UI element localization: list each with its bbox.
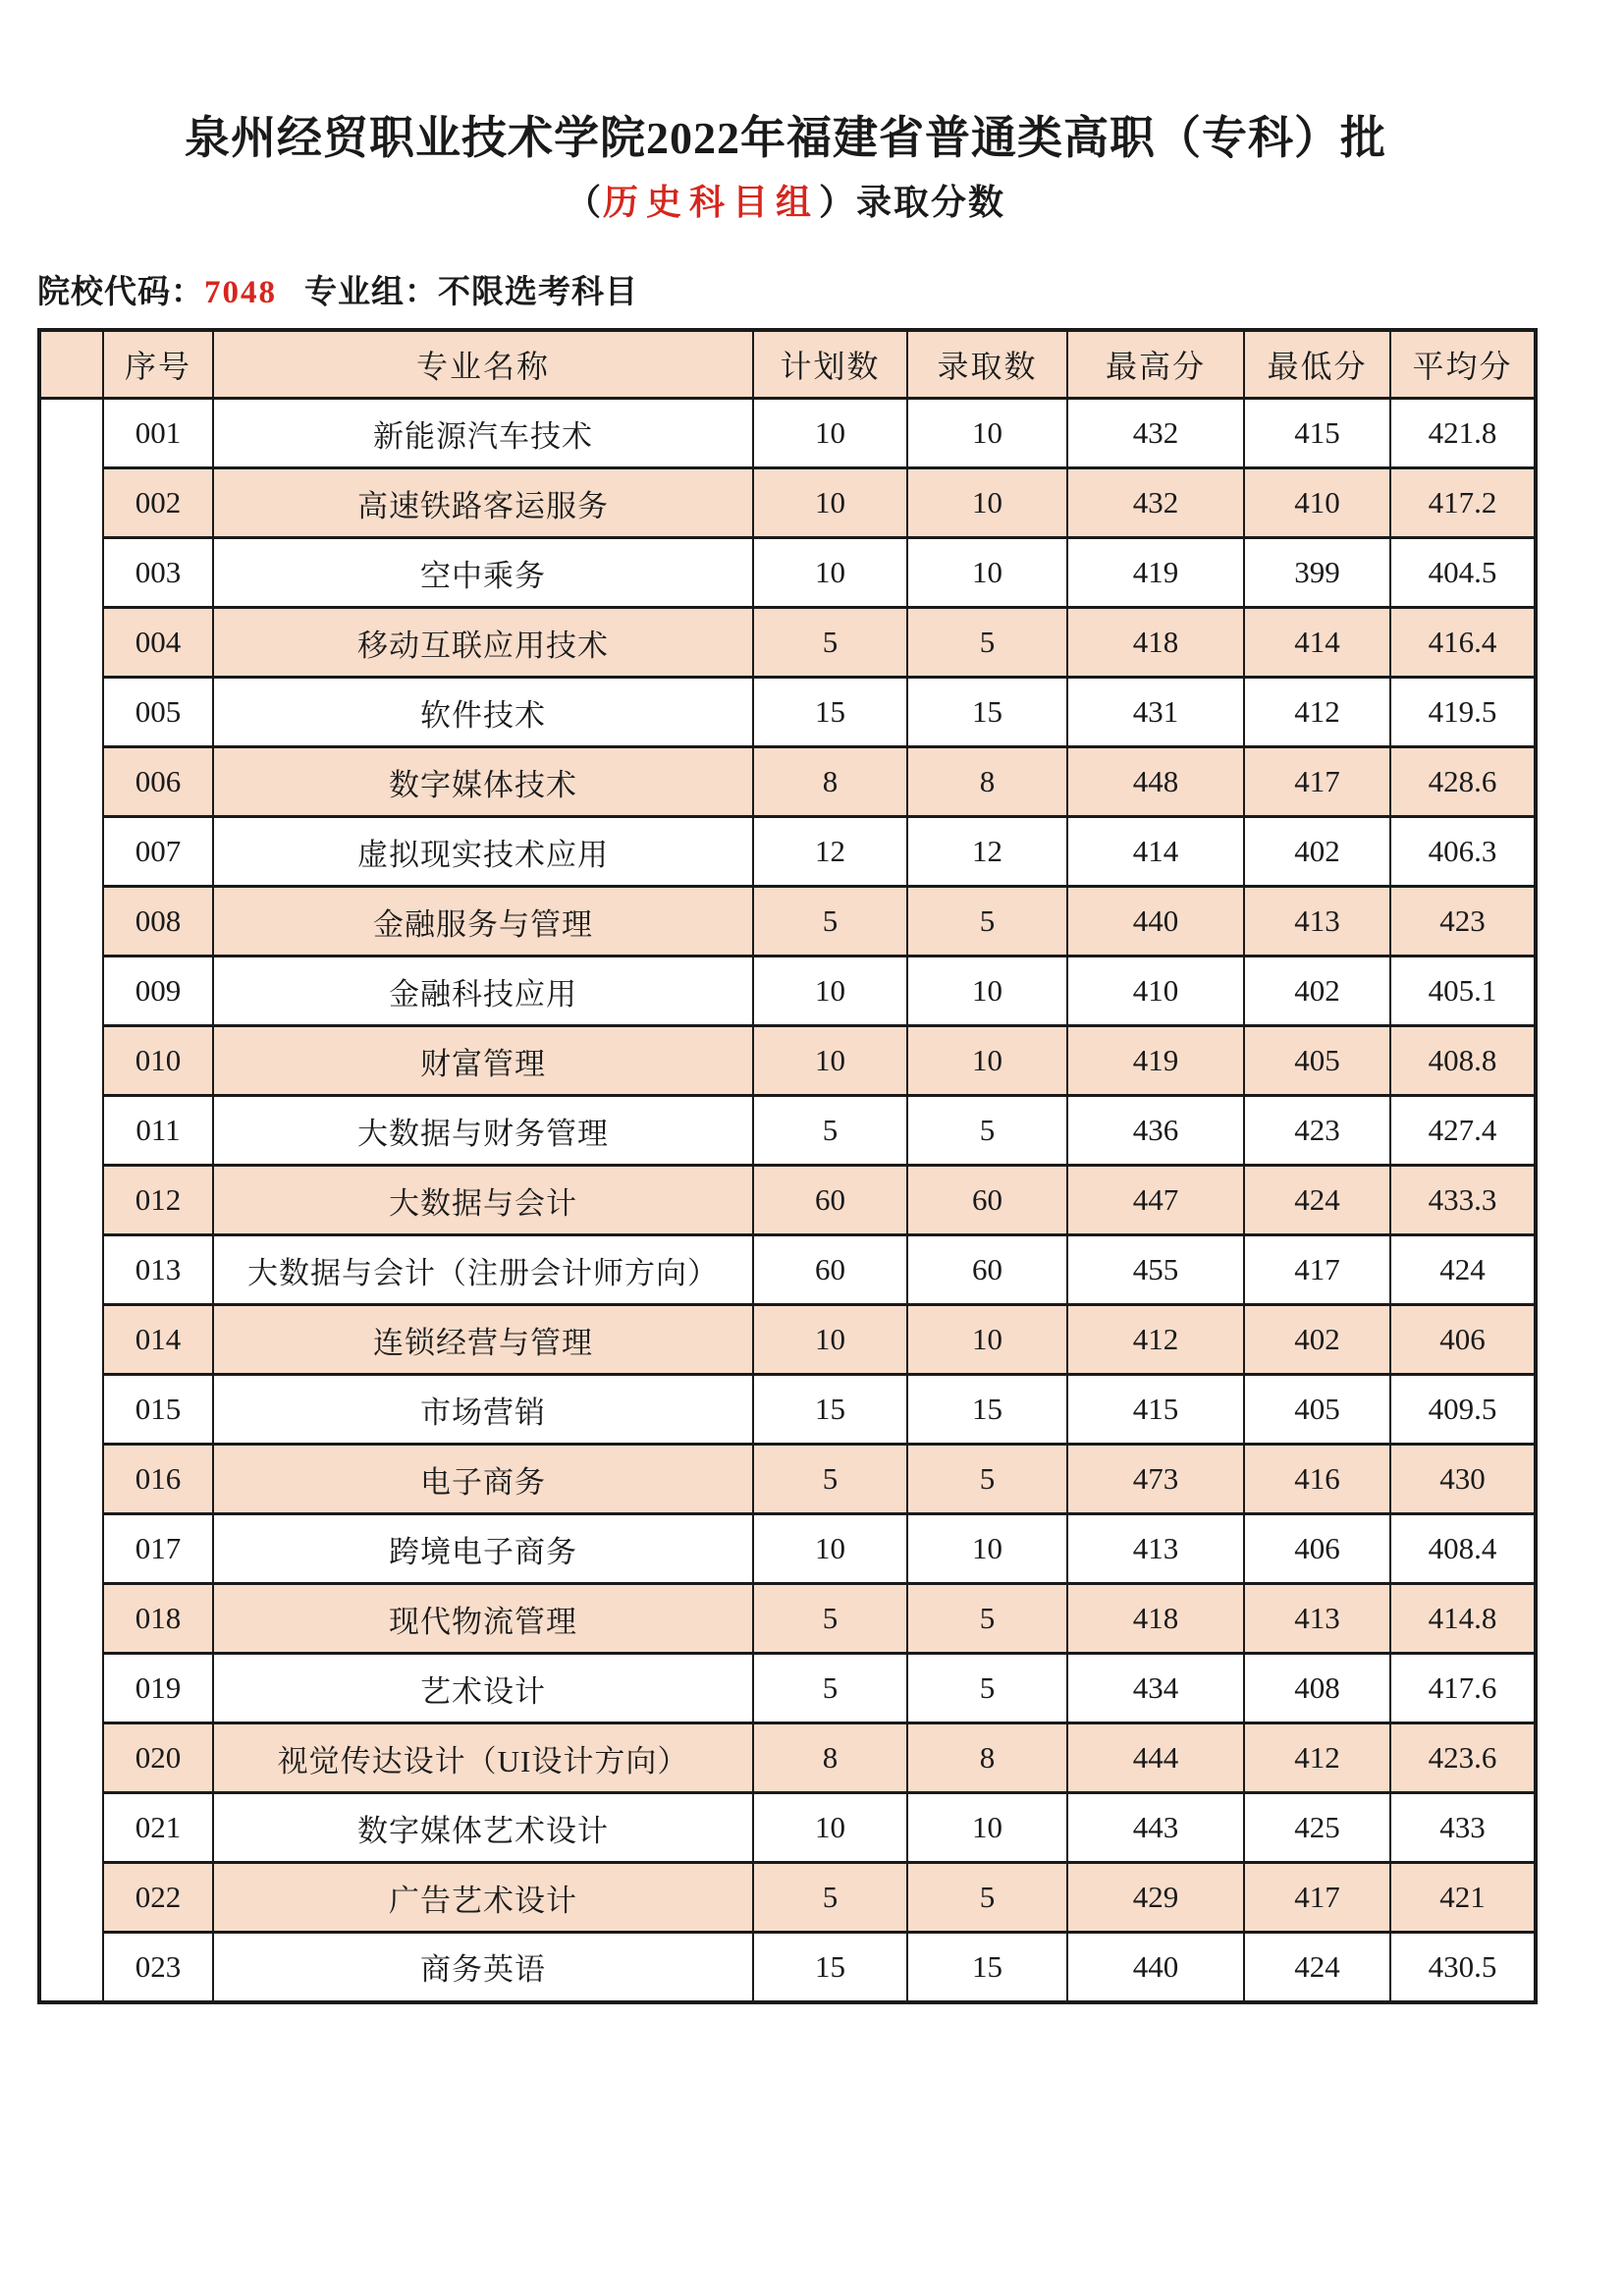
cell-max: 415 [1067, 1375, 1244, 1445]
cell-admitted: 8 [907, 1723, 1067, 1793]
cell-max: 473 [1067, 1445, 1244, 1514]
cell-admitted: 10 [907, 468, 1067, 538]
school-info-line [37, 266, 1534, 312]
major-group-value: 不限选考科目 [438, 274, 638, 310]
cell-no: 018 [103, 1584, 213, 1654]
table-row [39, 1445, 1536, 1514]
table-row [39, 468, 1536, 538]
document-content [37, 0, 1534, 2004]
cell-avg: 423 [1390, 887, 1536, 957]
cell-admitted: 10 [907, 1514, 1067, 1584]
cell-admitted: 10 [907, 1793, 1067, 1863]
table-row [39, 1584, 1536, 1654]
cell-admitted: 5 [907, 1863, 1067, 1933]
table-left-gutter-cell [39, 399, 103, 2002]
school-code-value: 7048 [204, 274, 277, 310]
cell-max: 436 [1067, 1096, 1244, 1166]
cell-no: 022 [103, 1863, 213, 1933]
cell-max: 418 [1067, 608, 1244, 678]
table-row [39, 399, 1536, 468]
cell-no: 015 [103, 1375, 213, 1445]
cell-no: 016 [103, 1445, 213, 1514]
cell-plan: 8 [753, 1723, 907, 1793]
cell-min: 399 [1244, 538, 1390, 608]
table-row [39, 957, 1536, 1026]
cell-plan: 10 [753, 1026, 907, 1096]
page-subtitle [37, 175, 1534, 225]
cell-major: 移动互联应用技术 [213, 608, 753, 678]
cell-admitted: 5 [907, 608, 1067, 678]
cell-admitted: 10 [907, 1026, 1067, 1096]
cell-no: 009 [103, 957, 213, 1026]
cell-avg: 421.8 [1390, 399, 1536, 468]
cell-no: 021 [103, 1793, 213, 1863]
cell-major: 艺术设计 [213, 1654, 753, 1723]
cell-major: 电子商务 [213, 1445, 753, 1514]
cell-admitted: 10 [907, 538, 1067, 608]
cell-major: 广告艺术设计 [213, 1863, 753, 1933]
cell-admitted: 10 [907, 1305, 1067, 1375]
header-max-score: 最高分 [1067, 330, 1244, 399]
cell-avg: 417.6 [1390, 1654, 1536, 1723]
cell-max: 440 [1067, 1933, 1244, 2002]
cell-max: 429 [1067, 1863, 1244, 1933]
table-row [39, 678, 1536, 747]
cell-plan: 5 [753, 887, 907, 957]
cell-avg: 424 [1390, 1235, 1536, 1305]
table-row [39, 1235, 1536, 1305]
cell-no: 020 [103, 1723, 213, 1793]
cell-no: 023 [103, 1933, 213, 2002]
cell-avg: 414.8 [1390, 1584, 1536, 1654]
cell-min: 410 [1244, 468, 1390, 538]
page-title: 泉州经贸职业技术学院2022年福建省普通类高职（专科）批 [185, 113, 1386, 163]
cell-plan: 8 [753, 747, 907, 817]
cell-plan: 10 [753, 538, 907, 608]
cell-max: 410 [1067, 957, 1244, 1026]
cell-plan: 60 [753, 1166, 907, 1235]
cell-major: 数字媒体艺术设计 [213, 1793, 753, 1863]
cell-min: 413 [1244, 887, 1390, 957]
cell-avg: 428.6 [1390, 747, 1536, 817]
cell-plan: 5 [753, 1654, 907, 1723]
cell-plan: 15 [753, 1933, 907, 2002]
header-avg-score: 平均分 [1390, 330, 1536, 399]
header-seq: 序号 [103, 330, 213, 399]
cell-min: 424 [1244, 1166, 1390, 1235]
cell-no: 005 [103, 678, 213, 747]
cell-min: 424 [1244, 1933, 1390, 2002]
cell-no: 012 [103, 1166, 213, 1235]
cell-major: 视觉传达设计（UI设计方向） [213, 1723, 753, 1793]
table-row [39, 1863, 1536, 1933]
cell-max: 419 [1067, 1026, 1244, 1096]
cell-major: 连锁经营与管理 [213, 1305, 753, 1375]
cell-plan: 15 [753, 678, 907, 747]
table-row [39, 1305, 1536, 1375]
cell-min: 417 [1244, 1235, 1390, 1305]
cell-major: 大数据与会计（注册会计师方向） [213, 1235, 753, 1305]
cell-min: 402 [1244, 817, 1390, 887]
cell-admitted: 5 [907, 1584, 1067, 1654]
cell-min: 416 [1244, 1445, 1390, 1514]
cell-admitted: 8 [907, 747, 1067, 817]
cell-no: 001 [103, 399, 213, 468]
cell-max: 432 [1067, 399, 1244, 468]
cell-avg: 406 [1390, 1305, 1536, 1375]
cell-major: 虚拟现实技术应用 [213, 817, 753, 887]
cell-avg: 409.5 [1390, 1375, 1536, 1445]
cell-admitted: 5 [907, 887, 1067, 957]
cell-no: 007 [103, 817, 213, 887]
table-row [39, 1933, 1536, 2002]
table-header-row [39, 330, 1536, 399]
cell-major: 市场营销 [213, 1375, 753, 1445]
cell-avg: 416.4 [1390, 608, 1536, 678]
header-gutter-cell [39, 330, 103, 399]
cell-min: 412 [1244, 678, 1390, 747]
cell-max: 434 [1067, 1654, 1244, 1723]
cell-max: 432 [1067, 468, 1244, 538]
cell-admitted: 15 [907, 1375, 1067, 1445]
cell-admitted: 12 [907, 817, 1067, 887]
cell-avg: 408.4 [1390, 1514, 1536, 1584]
cell-min: 413 [1244, 1584, 1390, 1654]
cell-max: 447 [1067, 1166, 1244, 1235]
cell-major: 商务英语 [213, 1933, 753, 2002]
cell-avg: 433.3 [1390, 1166, 1536, 1235]
cell-major: 新能源汽车技术 [213, 399, 753, 468]
cell-min: 412 [1244, 1723, 1390, 1793]
cell-min: 408 [1244, 1654, 1390, 1723]
cell-no: 019 [103, 1654, 213, 1723]
admission-scores-table [37, 328, 1538, 2004]
cell-plan: 10 [753, 957, 907, 1026]
subtitle-rest: 录取分数 [856, 182, 1006, 222]
cell-major: 现代物流管理 [213, 1584, 753, 1654]
cell-admitted: 60 [907, 1166, 1067, 1235]
header-major: 专业名称 [213, 330, 753, 399]
table-row [39, 608, 1536, 678]
cell-no: 008 [103, 887, 213, 957]
cell-avg: 417.2 [1390, 468, 1536, 538]
cell-admitted: 10 [907, 957, 1067, 1026]
table-row [39, 747, 1536, 817]
cell-no: 004 [103, 608, 213, 678]
cell-admitted: 15 [907, 678, 1067, 747]
cell-no: 013 [103, 1235, 213, 1305]
cell-plan: 10 [753, 468, 907, 538]
cell-min: 423 [1244, 1096, 1390, 1166]
cell-plan: 10 [753, 1514, 907, 1584]
cell-major: 软件技术 [213, 678, 753, 747]
cell-major: 跨境电子商务 [213, 1514, 753, 1584]
cell-major: 空中乘务 [213, 538, 753, 608]
cell-plan: 10 [753, 1793, 907, 1863]
cell-avg: 430.5 [1390, 1933, 1536, 2002]
table-row [39, 1375, 1536, 1445]
cell-major: 高速铁路客运服务 [213, 468, 753, 538]
cell-min: 417 [1244, 747, 1390, 817]
cell-avg: 430 [1390, 1445, 1536, 1514]
cell-plan: 5 [753, 1445, 907, 1514]
cell-max: 431 [1067, 678, 1244, 747]
cell-major: 财富管理 [213, 1026, 753, 1096]
cell-plan: 5 [753, 1584, 907, 1654]
cell-plan: 10 [753, 1305, 907, 1375]
cell-min: 415 [1244, 399, 1390, 468]
cell-avg: 433 [1390, 1793, 1536, 1863]
table-row [39, 1514, 1536, 1584]
cell-avg: 406.3 [1390, 817, 1536, 887]
cell-no: 002 [103, 468, 213, 538]
cell-plan: 5 [753, 1863, 907, 1933]
cell-min: 402 [1244, 957, 1390, 1026]
cell-min: 402 [1244, 1305, 1390, 1375]
cell-avg: 408.8 [1390, 1026, 1536, 1096]
cell-avg: 421 [1390, 1863, 1536, 1933]
cell-no: 011 [103, 1096, 213, 1166]
cell-plan: 60 [753, 1235, 907, 1305]
cell-max: 413 [1067, 1514, 1244, 1584]
header-plan: 计划数 [753, 330, 907, 399]
cell-major: 大数据与会计 [213, 1166, 753, 1235]
cell-major: 大数据与财务管理 [213, 1096, 753, 1166]
subtitle-paren-open: （ [565, 182, 603, 222]
table-row [39, 1793, 1536, 1863]
table-row [39, 817, 1536, 887]
cell-major: 金融服务与管理 [213, 887, 753, 957]
cell-plan: 10 [753, 399, 907, 468]
cell-admitted: 15 [907, 1933, 1067, 2002]
cell-avg: 427.4 [1390, 1096, 1536, 1166]
cell-admitted: 5 [907, 1096, 1067, 1166]
cell-min: 417 [1244, 1863, 1390, 1933]
cell-no: 014 [103, 1305, 213, 1375]
table-row [39, 1026, 1536, 1096]
table-row [39, 1654, 1536, 1723]
cell-plan: 15 [753, 1375, 907, 1445]
subtitle-paren-close: ） [819, 182, 857, 222]
major-group-label: 专业组： [304, 274, 438, 310]
cell-max: 448 [1067, 747, 1244, 817]
cell-major: 金融科技应用 [213, 957, 753, 1026]
cell-max: 444 [1067, 1723, 1244, 1793]
table-row [39, 1096, 1536, 1166]
table-row [39, 1723, 1536, 1793]
cell-min: 405 [1244, 1026, 1390, 1096]
cell-no: 003 [103, 538, 213, 608]
cell-max: 414 [1067, 817, 1244, 887]
cell-major: 数字媒体技术 [213, 747, 753, 817]
header-admitted: 录取数 [907, 330, 1067, 399]
cell-avg: 423.6 [1390, 1723, 1536, 1793]
cell-no: 010 [103, 1026, 213, 1096]
table-row [39, 1166, 1536, 1235]
cell-no: 017 [103, 1514, 213, 1584]
cell-avg: 419.5 [1390, 678, 1536, 747]
school-code-label: 院校代码： [37, 274, 204, 310]
header-min-score: 最低分 [1244, 330, 1390, 399]
cell-min: 406 [1244, 1514, 1390, 1584]
cell-max: 440 [1067, 887, 1244, 957]
cell-admitted: 5 [907, 1445, 1067, 1514]
cell-max: 419 [1067, 538, 1244, 608]
subtitle-subject-group: 历史科目组 [602, 182, 819, 222]
cell-min: 405 [1244, 1375, 1390, 1445]
cell-max: 412 [1067, 1305, 1244, 1375]
cell-admitted: 5 [907, 1654, 1067, 1723]
cell-max: 443 [1067, 1793, 1244, 1863]
cell-admitted: 60 [907, 1235, 1067, 1305]
cell-plan: 12 [753, 817, 907, 887]
cell-plan: 5 [753, 608, 907, 678]
table-row [39, 538, 1536, 608]
cell-no: 006 [103, 747, 213, 817]
cell-min: 414 [1244, 608, 1390, 678]
table-row [39, 887, 1536, 957]
cell-max: 455 [1067, 1235, 1244, 1305]
cell-min: 425 [1244, 1793, 1390, 1863]
cell-admitted: 10 [907, 399, 1067, 468]
cell-avg: 404.5 [1390, 538, 1536, 608]
cell-plan: 5 [753, 1096, 907, 1166]
cell-avg: 405.1 [1390, 957, 1536, 1026]
cell-max: 418 [1067, 1584, 1244, 1654]
